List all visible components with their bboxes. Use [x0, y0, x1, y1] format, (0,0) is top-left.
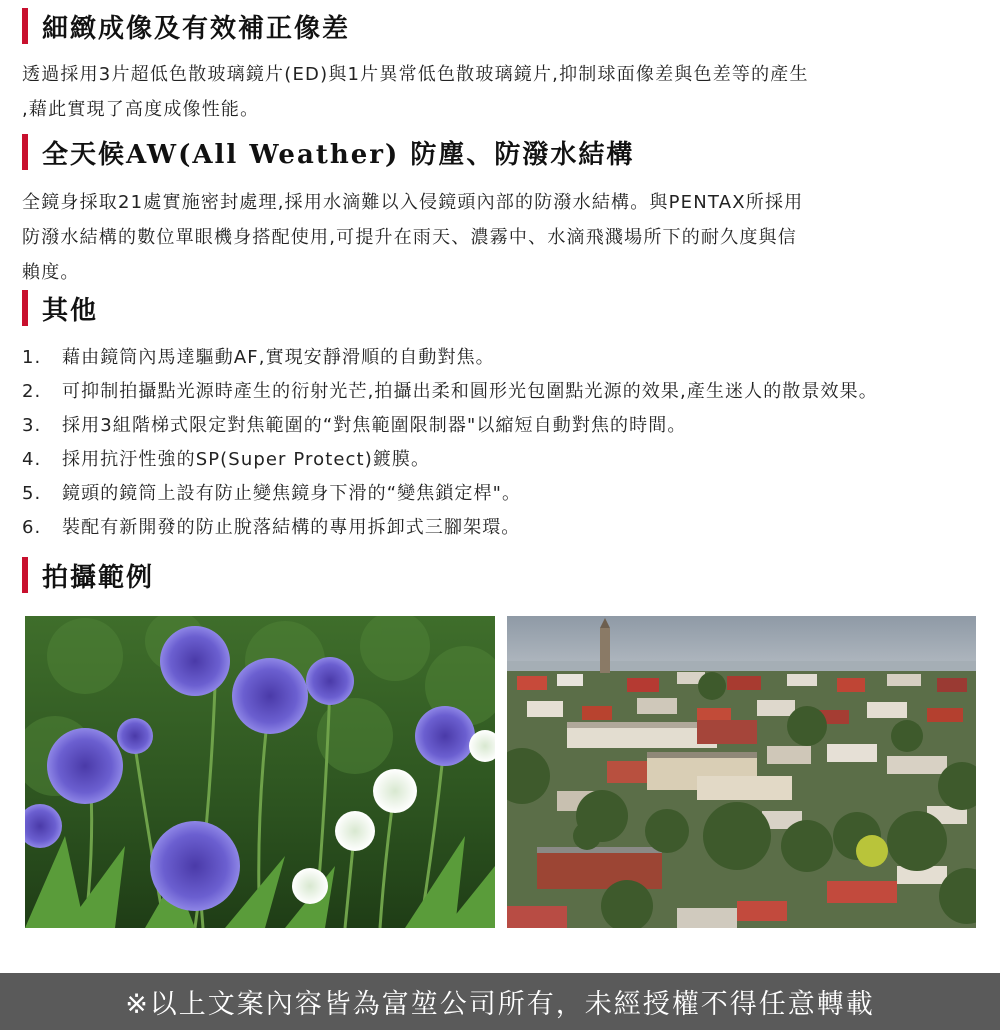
list-item [22, 511, 982, 545]
list-item [22, 341, 982, 375]
section-title-aw: 全天候AW(All Weather) 防塵、防潑水結構 [22, 134, 634, 170]
section-body-aw [22, 185, 982, 290]
list-text: 可抑制拍攝點光源時產生的衍射光芒,拍攝出柔和圓形光包圍點光源的效果,產生迷人的散景效果。 [62, 381, 878, 402]
list-text: 採用抗汙性強的SP(Super Protect)鍍膜。 [62, 449, 431, 470]
list-text: 鏡頭的鏡筒上設有防止變焦鏡身下滑的“變焦鎖定桿"。 [62, 483, 522, 504]
list-item [22, 375, 982, 409]
list-number: 6. [22, 517, 42, 538]
sample-photo-flowers [25, 616, 495, 928]
list-text: 藉由鏡筒內馬達驅動AF,實現安靜滑順的自動對焦。 [62, 347, 495, 368]
list-number: 3. [22, 415, 42, 436]
section-body-ed [22, 57, 982, 127]
copyright-footer [0, 973, 1000, 1030]
text-line: 透過採用3片超低色散玻璃鏡片(ED)與1片異常低色散玻璃鏡片,抑制球面像差與色差等的產生 [22, 64, 809, 85]
list-number: 2. [22, 381, 42, 402]
town-illustration [507, 616, 976, 928]
text-line: 賴度。 [22, 262, 80, 283]
list-text: 採用3組階梯式限定對焦範圍的“對焦範圍限制器"以縮短自動對焦的時間。 [62, 415, 687, 436]
text-line: ,藉此實現了高度成像性能。 [22, 99, 260, 120]
section-title-samples: 拍攝範例 [22, 557, 154, 593]
copyright-text: ※以上文案內容皆為富堃公司所有，未經授權不得任意轉載 [125, 989, 875, 1020]
flowers-illustration [25, 616, 495, 928]
section-title-ed: 細緻成像及有效補正像差 [22, 8, 350, 44]
section-title-others: 其他 [22, 290, 98, 326]
list-text: 裝配有新開發的防止脫落結構的專用拆卸式三腳架環。 [62, 517, 521, 538]
feature-list [22, 341, 982, 545]
text-line: 防潑水結構的數位單眼機身搭配使用,可提升在雨天、濃霧中、水滴飛濺場所下的耐久度與信 [22, 227, 797, 248]
list-number: 1. [22, 347, 42, 368]
list-number: 4. [22, 449, 42, 470]
sample-photo-town [507, 616, 976, 928]
text-line: 全鏡身採取21處實施密封處理,採用水滴難以入侵鏡頭內部的防潑水結構。與PENTAX所採用 [22, 192, 804, 213]
list-item [22, 443, 982, 477]
list-item [22, 409, 982, 443]
list-item [22, 477, 982, 511]
list-number: 5. [22, 483, 42, 504]
